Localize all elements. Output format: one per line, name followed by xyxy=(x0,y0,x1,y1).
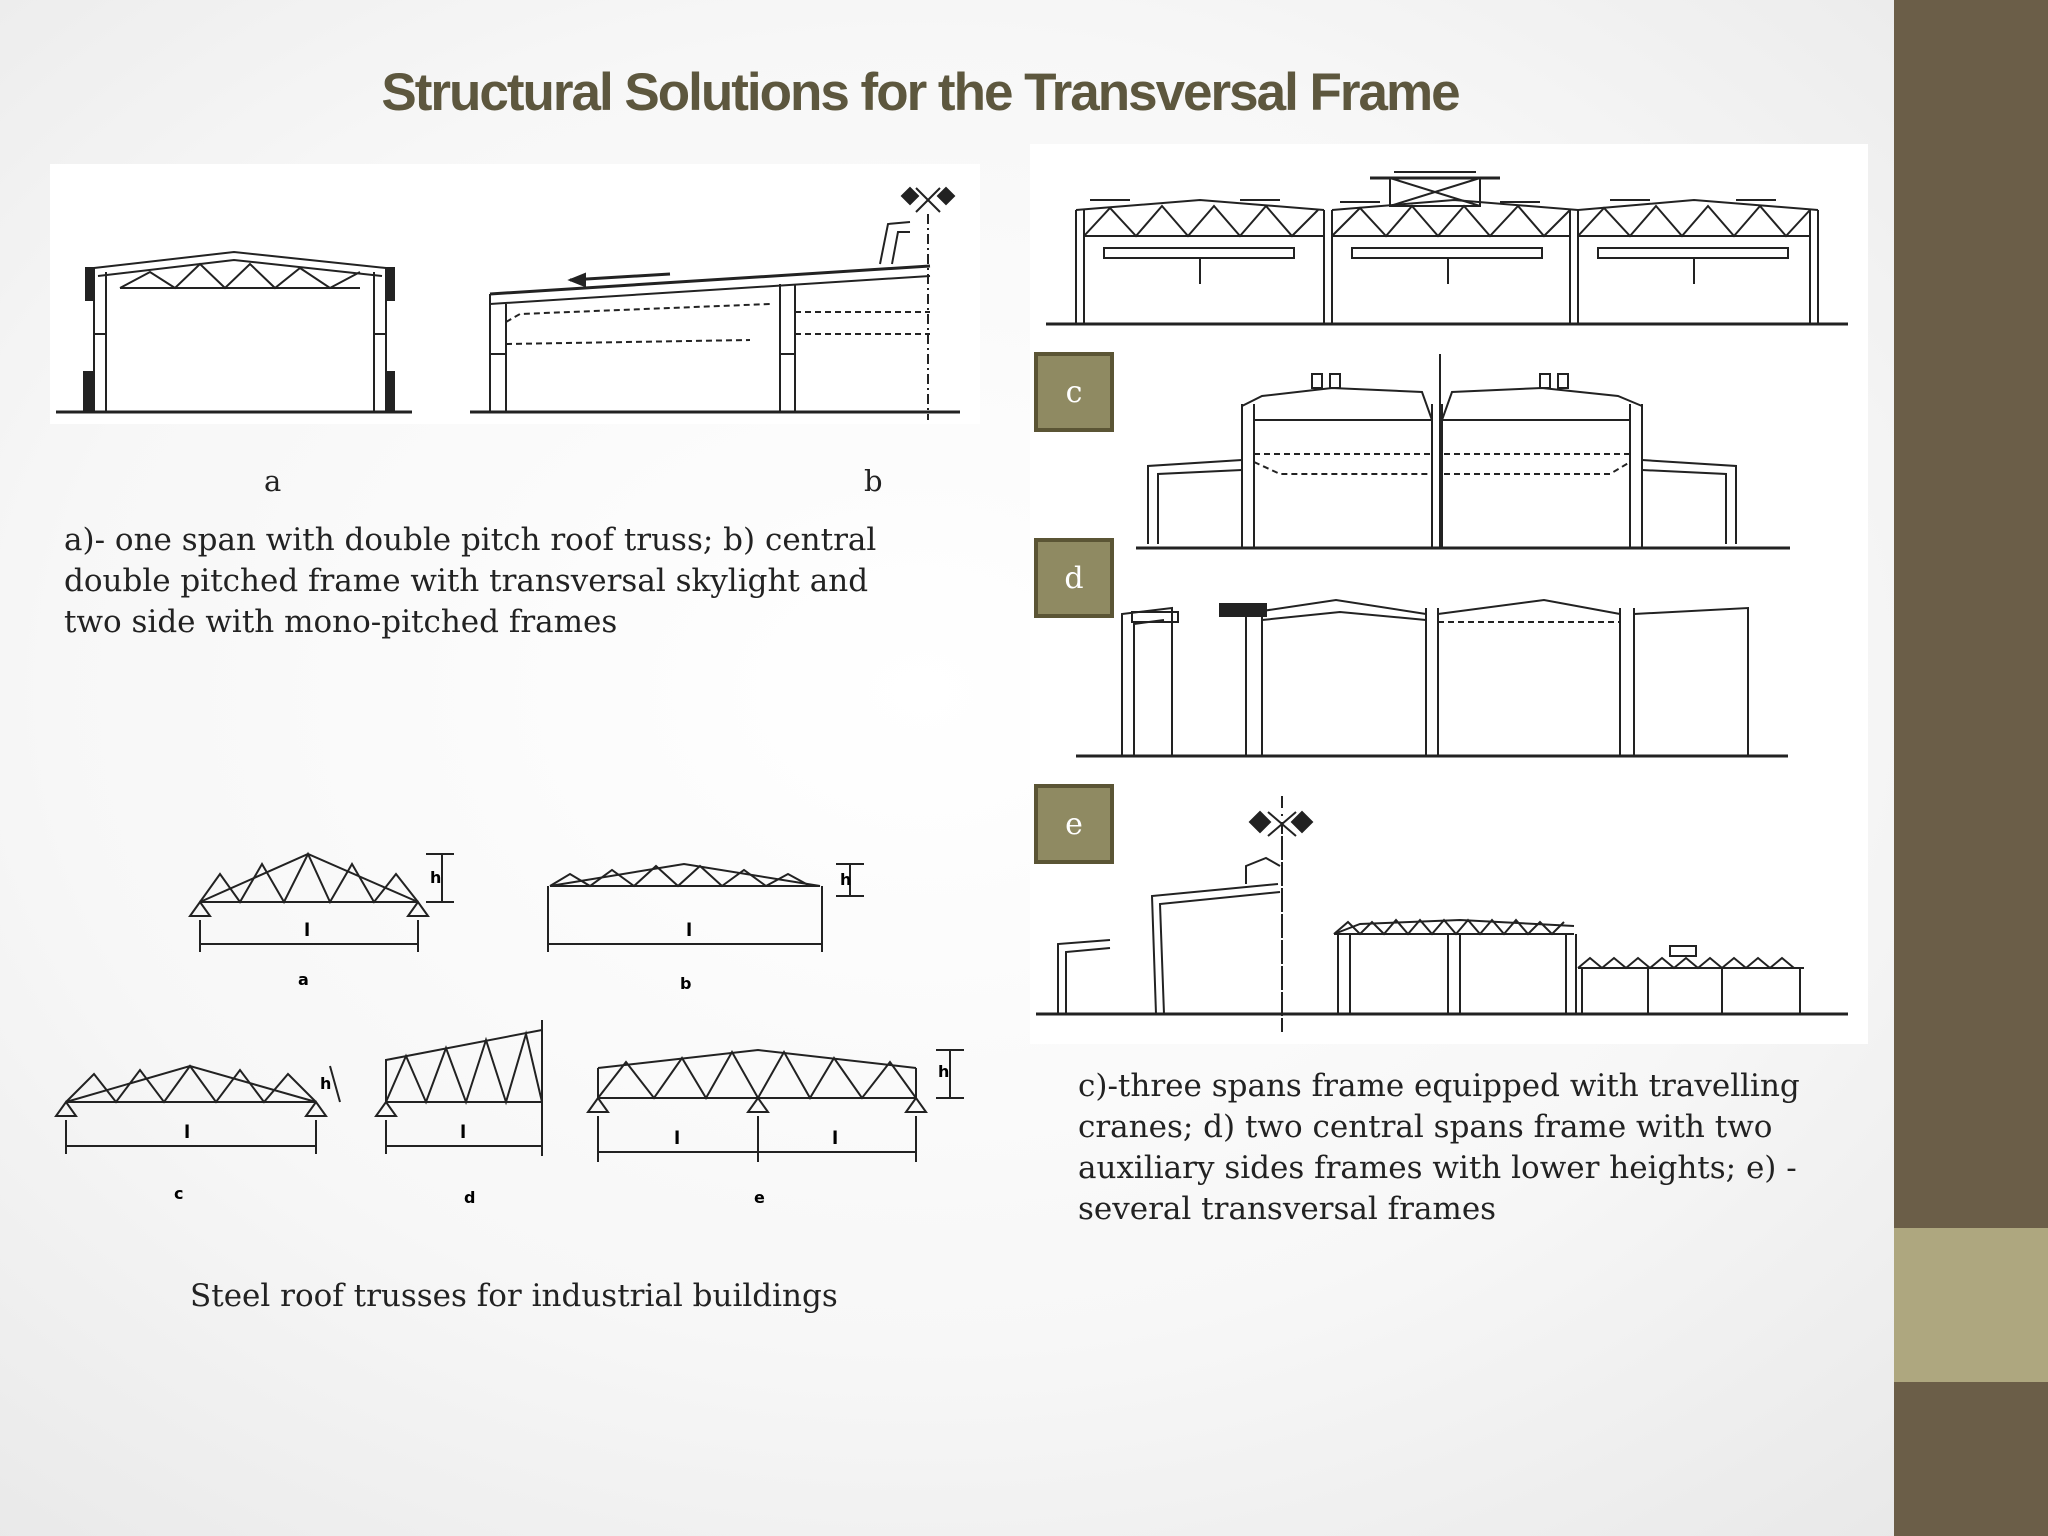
frame-a-label: a xyxy=(264,464,282,498)
truss-b-label: b xyxy=(680,974,692,993)
truss-a-height-label: h xyxy=(430,868,442,887)
truss-e-span-right-label: l xyxy=(832,1128,839,1149)
truss-e-span-left-label: l xyxy=(674,1128,681,1149)
roof-trusses-figure xyxy=(50,840,980,1230)
tag-c: c xyxy=(1034,352,1114,432)
truss-c-label: c xyxy=(174,1184,184,1203)
tag-d: d xyxy=(1034,538,1114,618)
truss-a-label: a xyxy=(298,970,309,989)
frames-ab-figure xyxy=(50,164,980,424)
frame-b-label: b xyxy=(864,464,883,498)
roof-trusses-caption: Steel roof trusses for industrial buildings xyxy=(190,1278,838,1314)
sidebar-band xyxy=(1894,1228,2048,1382)
truss-c-span-label: l xyxy=(184,1122,191,1143)
frames-ab-caption: a)- one span with double pitch roof truss; b) central double pitched frame with transversal skylight and two side with mono-pitched frames xyxy=(64,522,877,640)
truss-e-height-label: h xyxy=(938,1062,950,1081)
truss-b-span-label: l xyxy=(686,920,693,941)
truss-c-height-label: h xyxy=(320,1074,332,1093)
truss-a-span-label: l xyxy=(304,920,311,941)
truss-d-label: d xyxy=(464,1188,476,1207)
truss-b-height-label: h xyxy=(840,870,852,889)
truss-d-span-label: l xyxy=(460,1122,467,1143)
tag-e: e xyxy=(1034,784,1114,864)
frames-cde-caption: c)-three spans frame equipped with travelling cranes; d) two central spans frame with two auxiliary sides frames with lower heights; e) -several transversal frames xyxy=(1078,1068,1800,1227)
truss-e-label: e xyxy=(754,1188,765,1207)
slide-title: Structural Solutions for the Transversal Frame xyxy=(381,63,1459,122)
frames-e-figure xyxy=(1030,796,1868,1036)
